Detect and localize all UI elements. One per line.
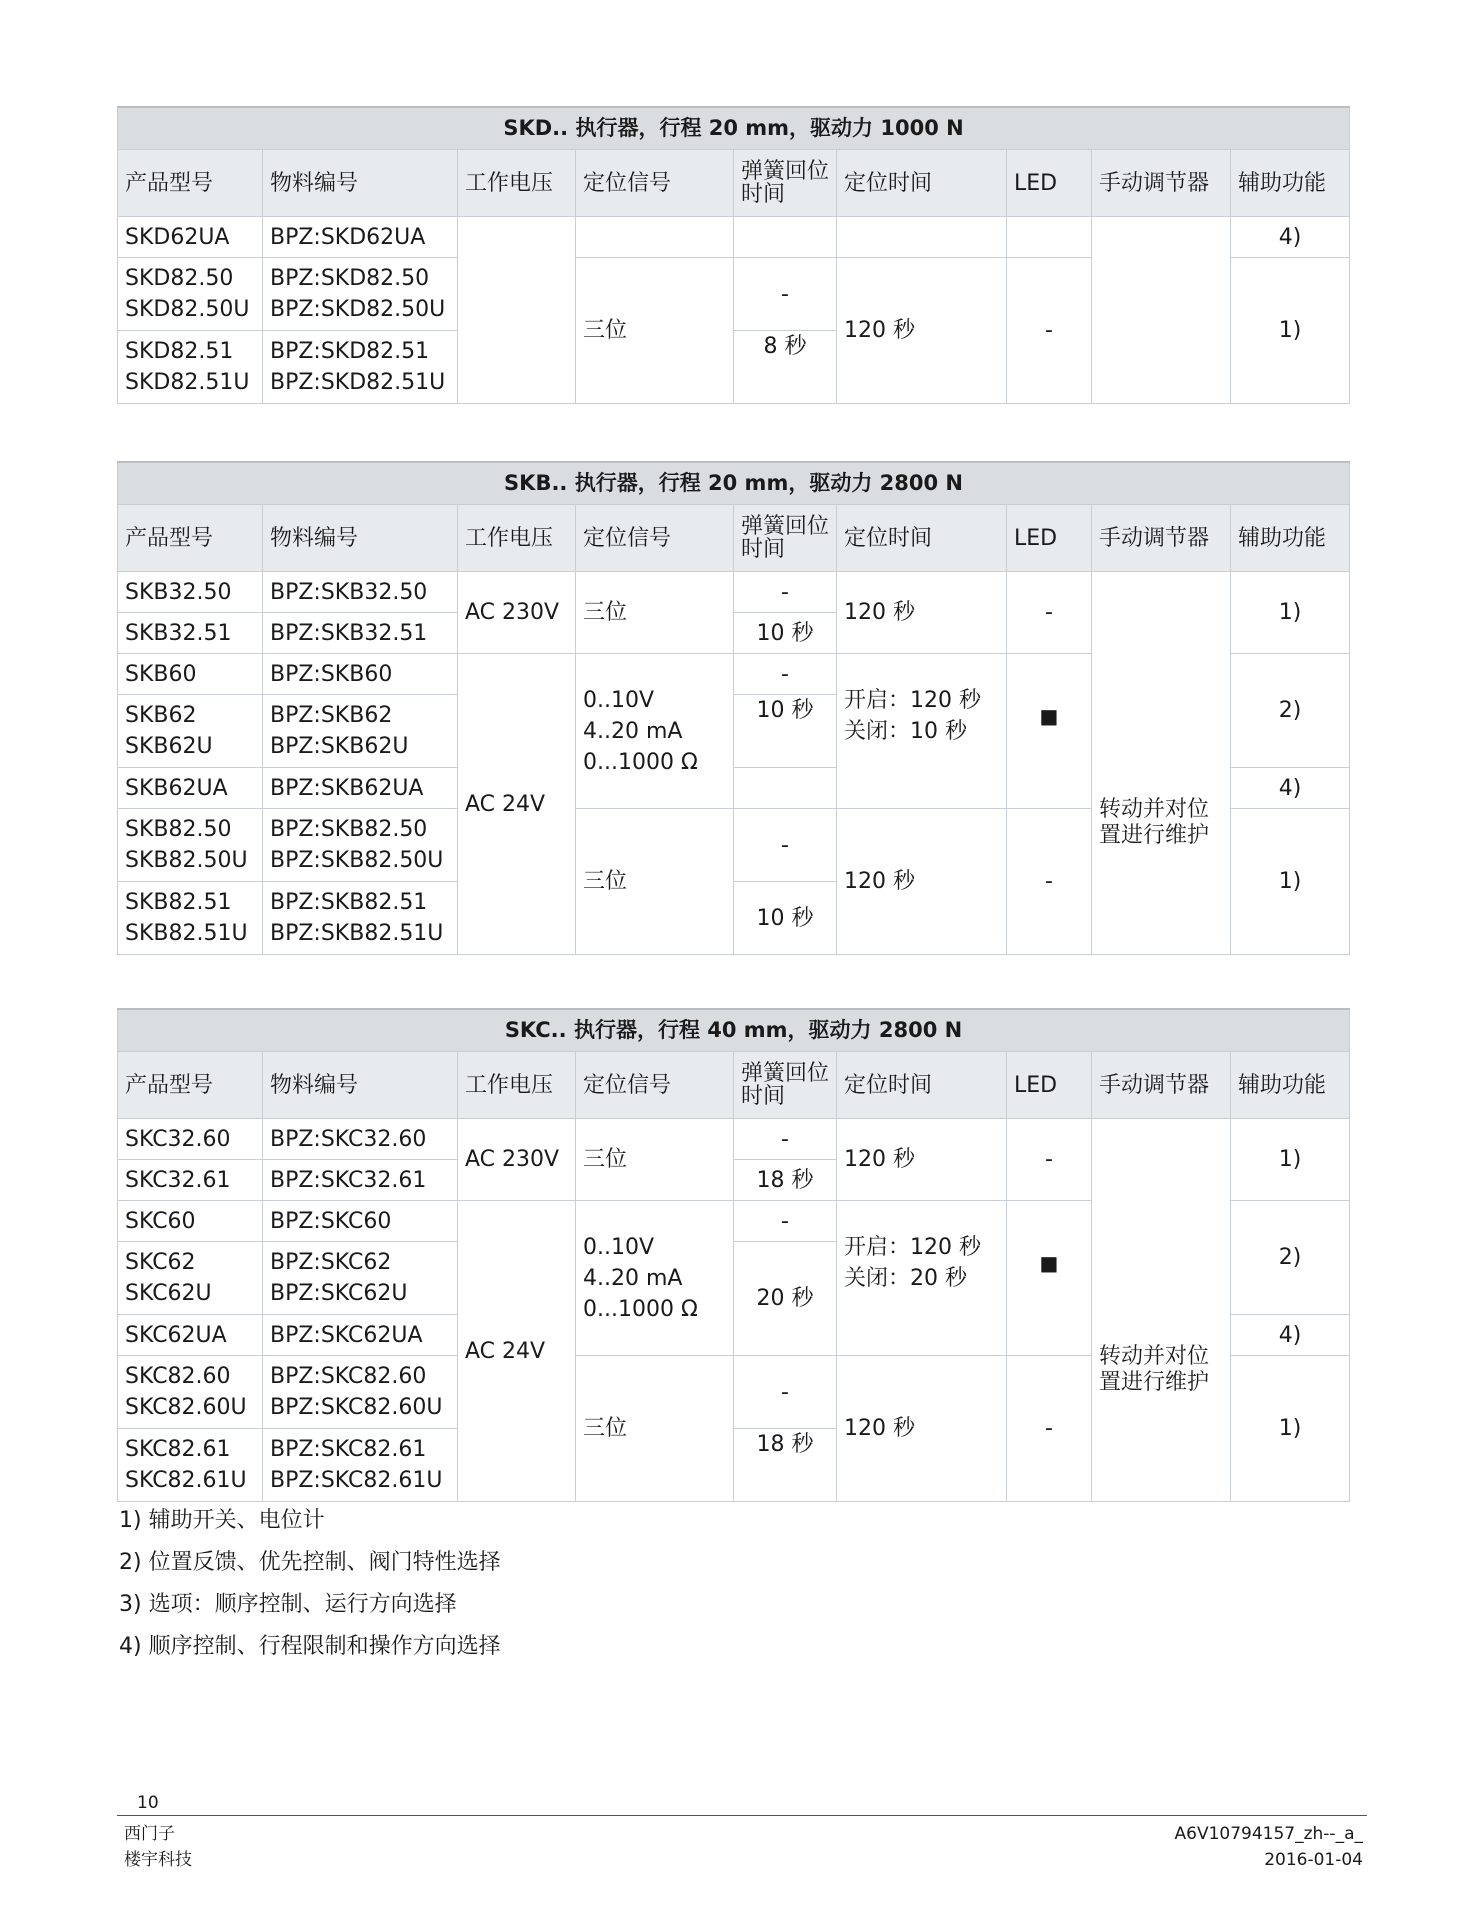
spring-cell: - [734,1119,837,1160]
material-cell: BPZ:SKB32.51 [263,613,458,654]
header-led: LED [1007,1052,1092,1119]
spring-cell: - [734,572,837,613]
header-voltage: 工作电压 [458,1052,576,1119]
material-cell: BPZ:SKB62 BPZ:SKB62U [263,695,458,768]
aux-cell: 1) [1231,1119,1350,1201]
spring-cell: 10 秒 [734,613,837,654]
signal-cell: 三位 [576,809,734,955]
skd-actuator-table [117,106,1350,404]
manual-cell [1092,217,1231,404]
aux-cell: 1) [1231,1356,1350,1502]
table-title: SKB.. 执行器，行程 20 mm，驱动力 2800 N [118,462,1350,505]
header-manual-adjuster: 手动调节器 [1092,150,1231,217]
material-cell: BPZ:SKD82.50 BPZ:SKD82.50U [263,258,458,331]
model-cell: SKC82.60 SKC82.60U [118,1356,263,1429]
header-material: 物料编号 [263,150,458,217]
model-cell: SKD82.51 SKD82.51U [118,331,263,404]
model-cell: SKB62UA [118,768,263,809]
table-title: SKC.. 执行器，行程 40 mm，驱动力 2800 N [118,1009,1350,1052]
material-cell: BPZ:SKC62UA [263,1315,458,1356]
model-cell: SKB82.50 SKB82.50U [118,809,263,882]
header-material: 物料编号 [263,505,458,572]
voltage-cell: AC 24V [458,1201,576,1502]
footer-doc-info [1175,1821,1364,1873]
aux-cell: 1) [1231,258,1350,404]
header-model: 产品型号 [118,1052,263,1119]
header-positioning-time: 定位时间 [837,150,1007,217]
division-name: 楼宇科技 [124,1850,192,1870]
spring-cell: - [734,1356,837,1429]
footer-divider [117,1815,1367,1816]
material-cell: BPZ:SKC60 [263,1201,458,1242]
spring-cell: 8 秒 [734,331,837,404]
footnote: 1) 辅助开关、电位计 [119,1508,325,1533]
header-spring-return: 弹簧回位 时间 [734,505,837,572]
header-signal: 定位信号 [576,505,734,572]
header-model: 产品型号 [118,505,263,572]
header-led: LED [1007,505,1092,572]
header-signal: 定位信号 [576,150,734,217]
time-cell: 120 秒 [837,809,1007,955]
spring-cell: - [734,809,837,882]
model-cell: SKC82.61 SKC82.61U [118,1429,263,1502]
page-number: 10 [137,1793,159,1813]
material-cell: BPZ:SKD82.51 BPZ:SKD82.51U [263,331,458,404]
aux-cell: 4) [1231,768,1350,809]
material-cell: BPZ:SKC32.61 [263,1160,458,1201]
signal-cell: 三位 [576,1119,734,1201]
table-row [118,1119,1350,1160]
aux-cell: 1) [1231,809,1350,955]
model-cell: SKC32.61 [118,1160,263,1201]
spring-cell: - [734,654,837,695]
footnote: 4) 顺序控制、行程限制和操作方向选择 [119,1634,501,1659]
time-cell: 120 秒 [837,258,1007,404]
table-title: SKD.. 执行器，行程 20 mm，驱动力 1000 N [118,107,1350,150]
led-cell: ■ [1007,1201,1092,1356]
company-name: 西门子 [124,1824,175,1844]
manual-cell: 转动并对位 置进行维护 [1092,1119,1231,1502]
time-cell: 开启：120 秒 关闭：10 秒 [837,654,1007,809]
led-cell: - [1007,1356,1092,1502]
header-aux-function: 辅助功能 [1231,150,1350,217]
spring-cell: 18 秒 [734,1160,837,1201]
material-cell: BPZ:SKC32.60 [263,1119,458,1160]
voltage-cell: AC 24V [458,654,576,955]
aux-cell: 2) [1231,1201,1350,1315]
header-voltage: 工作电压 [458,505,576,572]
spring-cell: 18 秒 [734,1429,837,1502]
model-cell: SKD82.50 SKD82.50U [118,258,263,331]
material-cell: BPZ:SKD62UA [263,217,458,258]
spring-cell: 10 秒 [734,882,837,955]
voltage-cell [458,217,576,404]
header-spring-return: 弹簧回位 时间 [734,1052,837,1119]
spring-cell: 20 秒 [734,1242,837,1356]
material-cell: BPZ:SKB32.50 [263,572,458,613]
material-cell: BPZ:SKB82.50 BPZ:SKB82.50U [263,809,458,882]
model-cell: SKB82.51 SKB82.51U [118,882,263,955]
material-cell: BPZ:SKB60 [263,654,458,695]
voltage-cell: AC 230V [458,572,576,654]
aux-cell: 4) [1231,217,1350,258]
header-manual-adjuster: 手动调节器 [1092,505,1231,572]
model-cell: SKB32.51 [118,613,263,654]
aux-cell: 1) [1231,572,1350,654]
material-cell: BPZ:SKB82.51 BPZ:SKB82.51U [263,882,458,955]
signal-cell: 三位 [576,1356,734,1502]
header-model: 产品型号 [118,150,263,217]
header-aux-function: 辅助功能 [1231,1052,1350,1119]
signal-cell: 0..10V 4..20 mA 0...1000 Ω [576,654,734,809]
header-led: LED [1007,150,1092,217]
spring-cell [734,768,837,809]
material-cell: BPZ:SKC62 BPZ:SKC62U [263,1242,458,1315]
model-cell: SKC62 SKC62U [118,1242,263,1315]
led-cell [1007,217,1092,258]
footnote: 2) 位置反馈、优先控制、阀门特性选择 [119,1550,501,1575]
document-id: A6V10794157_zh--_a_ [1174,1824,1363,1844]
signal-cell: 三位 [576,572,734,654]
time-cell [837,217,1007,258]
time-cell: 开启：120 秒 关闭：20 秒 [837,1201,1007,1356]
skc-actuator-table [117,1008,1350,1502]
model-cell: SKC60 [118,1201,263,1242]
material-cell: BPZ:SKB62UA [263,768,458,809]
footer-company [124,1821,192,1873]
model-cell: SKB60 [118,654,263,695]
signal-cell [576,217,734,258]
model-cell: SKB62 SKB62U [118,695,263,768]
footnote: 3) 选项：顺序控制、运行方向选择 [119,1592,457,1617]
aux-cell: 4) [1231,1315,1350,1356]
material-cell: BPZ:SKC82.61 BPZ:SKC82.61U [263,1429,458,1502]
time-cell: 120 秒 [837,1119,1007,1201]
led-cell: - [1007,572,1092,654]
spring-cell: - [734,1201,837,1242]
signal-cell: 三位 [576,258,734,404]
spring-cell: - [734,258,837,331]
aux-cell: 2) [1231,654,1350,768]
table-row [118,572,1350,613]
table-row [118,217,1350,258]
material-cell: BPZ:SKC82.60 BPZ:SKC82.60U [263,1356,458,1429]
header-aux-function: 辅助功能 [1231,505,1350,572]
led-cell: ■ [1007,654,1092,809]
time-cell: 120 秒 [837,572,1007,654]
header-material: 物料编号 [263,1052,458,1119]
header-signal: 定位信号 [576,1052,734,1119]
voltage-cell: AC 230V [458,1119,576,1201]
model-cell: SKC62UA [118,1315,263,1356]
header-positioning-time: 定位时间 [837,1052,1007,1119]
header-manual-adjuster: 手动调节器 [1092,1052,1231,1119]
led-cell: - [1007,809,1092,955]
model-cell: SKC32.60 [118,1119,263,1160]
signal-cell: 0..10V 4..20 mA 0...1000 Ω [576,1201,734,1356]
model-cell: SKD62UA [118,217,263,258]
time-cell: 120 秒 [837,1356,1007,1502]
header-voltage: 工作电压 [458,150,576,217]
spring-cell: 10 秒 [734,695,837,768]
model-cell: SKB32.50 [118,572,263,613]
spring-cell [734,217,837,258]
document-date: 2016-01-04 [1264,1850,1363,1870]
header-positioning-time: 定位时间 [837,505,1007,572]
header-spring-return: 弹簧回位 时间 [734,150,837,217]
footnotes [119,1500,501,1668]
skb-actuator-table [117,461,1350,955]
led-cell: - [1007,1119,1092,1201]
led-cell: - [1007,258,1092,404]
manual-cell: 转动并对位 置进行维护 [1092,572,1231,955]
